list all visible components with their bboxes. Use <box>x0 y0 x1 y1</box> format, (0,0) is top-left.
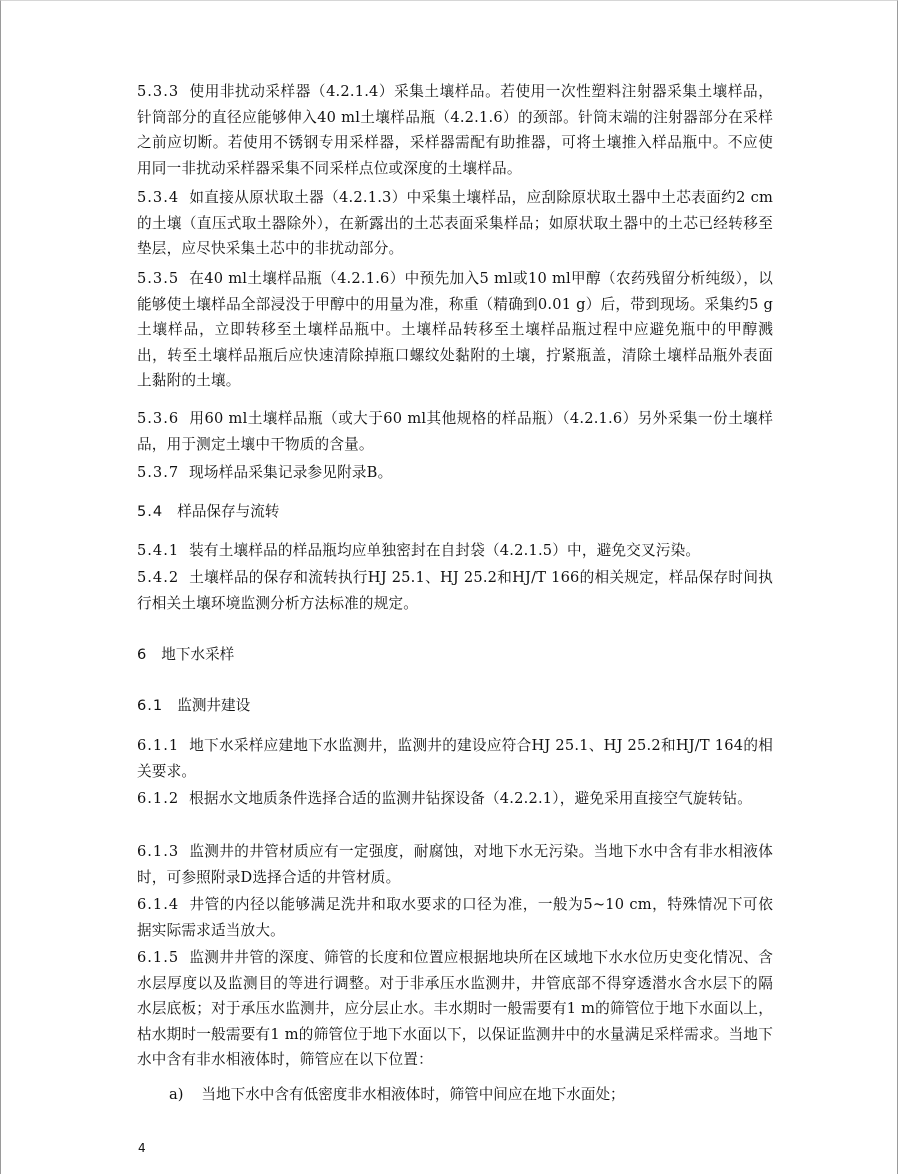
list-item-label: a) <box>169 1086 184 1103</box>
clause-text: 井管的内径以能够满足洗井和取水要求的口径为准，一般为5~10 cm，特殊情况下可依据实际需求适当放大。 <box>137 896 773 939</box>
clause-6-1-2 <box>137 786 773 812</box>
heading-title: 地下水采样 <box>161 646 235 663</box>
clause-5-3-6 <box>137 406 773 457</box>
clause-number: 6.1.3 <box>137 843 180 860</box>
clause-number: 5.3.7 <box>137 464 180 481</box>
heading-number: 6 <box>137 646 148 663</box>
clause-text: 根据水文地质条件选择合适的监测井钻探设备（4.2.2.1），避免采用直接空气旋转钻。 <box>189 790 753 807</box>
clause-text: 地下水采样应建地下水监测井，监测井的建设应符合HJ 25.1、HJ 25.2和HJ/T 164的相关要求。 <box>137 737 773 780</box>
clause-6-1-1 <box>137 733 773 784</box>
clause-5-3-3 <box>137 79 773 181</box>
clause-5-4-1 <box>137 538 773 564</box>
clause-6-1-3 <box>137 839 773 890</box>
clause-number: 5.3.6 <box>137 410 180 427</box>
list-item-a <box>169 1082 773 1108</box>
clause-number: 5.4.2 <box>137 569 180 586</box>
heading-title: 样品保存与流转 <box>177 503 280 520</box>
heading-6 <box>137 642 773 668</box>
clause-number: 5.3.5 <box>137 270 180 287</box>
list-item-text: 当地下水中含有低密度非水相液体时，筛管中间应在地下水面处； <box>201 1086 625 1103</box>
heading-title: 监测井建设 <box>177 697 251 714</box>
clause-number: 5.3.3 <box>137 83 180 100</box>
heading-number: 6.1 <box>137 697 164 714</box>
clause-5-4-2 <box>137 565 773 616</box>
clause-5-3-7 <box>137 460 773 486</box>
clause-number: 6.1.2 <box>137 790 180 807</box>
clause-number: 5.3.4 <box>137 189 180 206</box>
clause-number: 6.1.4 <box>137 896 180 913</box>
clause-text: 土壤样品的保存和流转执行HJ 25.1、HJ 25.2和HJ/T 166的相关规定，样品保存时间执行相关土壤环境监测分析方法标准的规定。 <box>137 569 773 612</box>
clause-text: 现场样品采集记录参见附录B。 <box>189 464 393 481</box>
clause-5-3-4 <box>137 185 773 262</box>
heading-number: 5.4 <box>137 503 164 520</box>
clause-text: 装有土壤样品的样品瓶均应单独密封在自封袋（4.2.1.5）中，避免交叉污染。 <box>189 542 701 559</box>
clause-6-1-5 <box>137 945 773 1073</box>
heading-5-4 <box>137 499 773 525</box>
clause-text: 如直接从原状取土器（4.2.1.3）中采集土壤样品，应刮除原状取土器中土芯表面约2 cm的土壤（直压式取土器除外），在新露出的土芯表面采集样品；如原状取土器中的土芯已经转移至垫层，应尽快采集土芯中的非扰动部分。 <box>137 189 773 257</box>
clause-text: 用60 ml土壤样品瓶（或大于60 ml其他规格的样品瓶）（4.2.1.6）另外采集一份土壤样品，用于测定土壤中干物质的含量。 <box>137 410 773 453</box>
heading-6-1 <box>137 693 773 719</box>
clause-text: 在40 ml土壤样品瓶（4.2.1.6）中预先加入5 ml或10 ml甲醇（农药残留分析纯级），以能够使土壤样品全部浸没于甲醇中的用量为准，称重（精确到0.01 g）后，带到现场。采集约5 g土壤样品，立即转移至土壤样品瓶中。土壤样品转移至土壤样品瓶过程中应避免瓶中的甲醇溅出，转至土壤样品瓶后应快速清除掉瓶口螺纹处黏附的土壤，拧紧瓶盖，清除土壤样品瓶外表面上黏附的土壤。 <box>137 270 773 389</box>
clause-number: 6.1.1 <box>137 737 180 754</box>
clause-text: 使用非扰动采样器（4.2.1.4）采集土壤样品。若使用一次性塑料注射器采集土壤样品，针筒部分的直径应能够伸入40 ml土壤样品瓶（4.2.1.6）的颈部。针筒末端的注射器部分在采样之前应切断。若使用不锈钢专用采样器，采样器需配有助推器，可将土壤推入样品瓶中。不应使用同一非扰动采样器采集不同采样点位或深度的土壤样品。 <box>137 83 773 177</box>
clause-number: 5.4.1 <box>137 542 180 559</box>
clause-number: 6.1.5 <box>137 949 180 966</box>
clause-5-3-5 <box>137 266 773 394</box>
clause-text: 监测井的井管材质应有一定强度，耐腐蚀，对地下水无污染。当地下水中含有非水相液体时，可参照附录D选择合适的井管材质。 <box>137 843 773 886</box>
clause-6-1-4 <box>137 892 773 943</box>
page-number: 4 <box>138 1141 146 1155</box>
clause-text: 监测井井管的深度、筛管的长度和位置应根据地块所在区域地下水水位历史变化情况、含水层厚度以及监测目的等进行调整。对于非承压水监测井，井管底部不得穿透潜水含水层下的隔水层底板；对于承压水监测井，应分层止水。丰水期时一般需要有1 m的筛管位于地下水面以上，枯水期时一般需要有1 m的筛管位于地下水面以下，以保证监测井中的水量满足采样需求。当地下水中含有非水相液体时，筛管应在以下位置： <box>137 949 773 1068</box>
